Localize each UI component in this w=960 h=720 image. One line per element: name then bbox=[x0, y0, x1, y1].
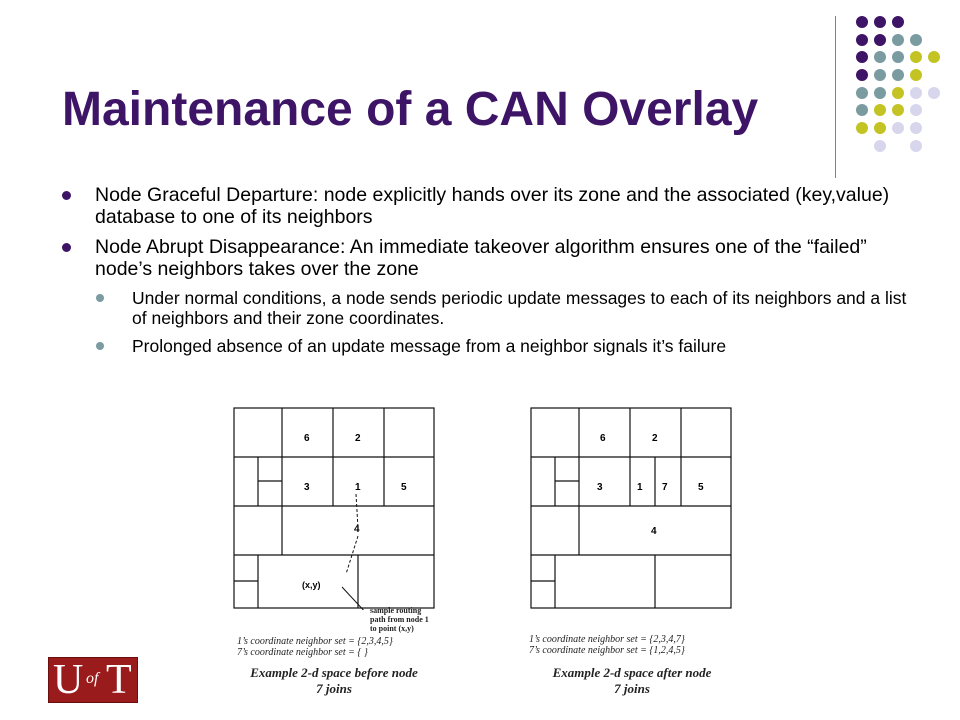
caption-after bbox=[530, 665, 734, 697]
decor-dot bbox=[874, 104, 886, 116]
zone-label-5: 5 bbox=[401, 482, 407, 493]
bullet-abrupt-disappearance: Node Abrupt Disappearance: An immediate takeover algorithm ensures one of the “failed” node’s neighbors takes over the zone bbox=[62, 236, 922, 280]
annotation-line: sample routing bbox=[370, 606, 422, 615]
decor-dot bbox=[910, 140, 922, 152]
decor-dot bbox=[892, 16, 904, 28]
decor-dot bbox=[874, 34, 886, 46]
decor-dot bbox=[910, 87, 922, 99]
annotation-arrow bbox=[342, 587, 368, 610]
decor-dot bbox=[856, 34, 868, 46]
decor-dot bbox=[874, 122, 886, 134]
sub-bullet-failure-detection: Prolonged absence of an update message from a neighbor signals it’s failure bbox=[96, 336, 922, 356]
decor-dot bbox=[910, 51, 922, 63]
decor-dot bbox=[874, 16, 886, 28]
zone-label-6: 6 bbox=[304, 433, 310, 444]
neighbor-set-line: 1’s coordinate neighbor set = {2,3,4,7} bbox=[529, 634, 685, 645]
decor-dot bbox=[928, 87, 940, 99]
decor-dot bbox=[910, 69, 922, 81]
sub-bullet-update-messages: Under normal conditions, a node sends periodic update messages to each of its neighbors and a list of neighbors and their zone coordinates. bbox=[96, 288, 922, 328]
decor-dot bbox=[910, 104, 922, 116]
point-label: (x,y) bbox=[302, 580, 321, 590]
zone-label-1: 1 bbox=[355, 482, 361, 493]
zone-label-7: 7 bbox=[662, 482, 668, 493]
can-space-before-diagram bbox=[230, 404, 440, 610]
can-space-after-diagram bbox=[527, 404, 737, 610]
decor-dot bbox=[856, 51, 868, 63]
bullet-list bbox=[62, 184, 922, 364]
decorative-dots bbox=[0, 0, 960, 200]
neighbor-set-line: 7’s coordinate neighbor set = {1,2,4,5} bbox=[529, 645, 685, 656]
decor-dot bbox=[892, 87, 904, 99]
decor-dot bbox=[874, 87, 886, 99]
caption-line: 7 joins bbox=[316, 681, 352, 696]
decor-dot bbox=[856, 87, 868, 99]
neighbor-sets-after bbox=[529, 634, 685, 656]
caption-line: Example 2-d space after node bbox=[552, 665, 712, 680]
slide-title: Maintenance of a CAN Overlay bbox=[62, 83, 759, 136]
zone-label-3: 3 bbox=[304, 482, 310, 493]
zone-label-1: 1 bbox=[637, 482, 643, 493]
caption-before bbox=[232, 665, 436, 697]
annotation-line: path from node 1 bbox=[370, 615, 429, 624]
decor-dot bbox=[892, 122, 904, 134]
zone-label-4: 4 bbox=[651, 526, 657, 537]
bullet-graceful-departure: Node Graceful Departure: node explicitly hands over its zone and the associated (key,value) database to one of its neighbors bbox=[62, 184, 922, 228]
logo-letter-t: T bbox=[106, 657, 132, 703]
zone-label-3: 3 bbox=[597, 482, 603, 493]
zone-label-4: 4 bbox=[354, 524, 360, 535]
annotation-line: to point (x,y) bbox=[370, 624, 414, 633]
decor-dot bbox=[910, 122, 922, 134]
decor-dot bbox=[856, 122, 868, 134]
decor-dot bbox=[892, 51, 904, 63]
neighbor-sets-before bbox=[237, 636, 393, 658]
decor-dot bbox=[874, 140, 886, 152]
caption-line: 7 joins bbox=[614, 681, 650, 696]
zone-label-2: 2 bbox=[355, 433, 361, 444]
decor-dot bbox=[892, 69, 904, 81]
zone-label-6: 6 bbox=[600, 433, 606, 444]
logo-letter-u: U bbox=[53, 657, 84, 703]
neighbor-set-line: 1’s coordinate neighbor set = {2,3,4,5} bbox=[237, 636, 393, 647]
decor-dot bbox=[874, 51, 886, 63]
neighbor-set-line: 7’s coordinate neighbor set = { } bbox=[237, 647, 368, 658]
decor-dot bbox=[892, 104, 904, 116]
decor-dot bbox=[874, 69, 886, 81]
routing-annotation bbox=[370, 606, 429, 633]
university-logo bbox=[48, 657, 138, 703]
decor-dot bbox=[856, 69, 868, 81]
decor-dot bbox=[928, 51, 940, 63]
decor-dot bbox=[892, 34, 904, 46]
zone-label-2: 2 bbox=[652, 433, 658, 444]
logo-letters-of: of bbox=[86, 670, 99, 687]
decor-dot bbox=[856, 16, 868, 28]
decor-dot bbox=[910, 34, 922, 46]
caption-line: Example 2-d space before node bbox=[250, 665, 418, 680]
decor-dot bbox=[856, 104, 868, 116]
zone-label-5: 5 bbox=[698, 482, 704, 493]
